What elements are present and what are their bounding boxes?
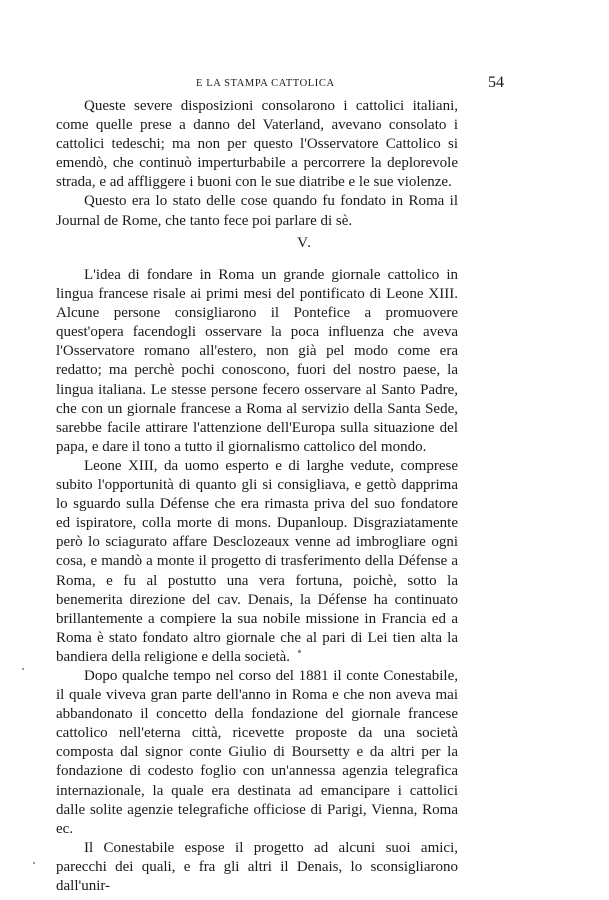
paper-speck: [298, 650, 301, 653]
paragraph: Queste severe disposizioni consolarono i cattolici italiani, come quelle prese a danno del Vaterland, avevano consolato i cattolici tedeschi; ma non per questo l'Osservatore Cattolico si emendò, che continuò imperturbabile a percorrere la deplorevole strada, e ad affliggere i buoni con le sue diatribe e le sue violenze.: [56, 98, 458, 191]
text-block-after-heading: [56, 266, 458, 896]
paper-speck: [33, 862, 35, 864]
paper-speck: [22, 668, 24, 670]
paragraph: Il Conestabile espose il progetto ad alcuni suoi amici, parecchi dei quali, e fra gli altri il Denais, lo sconsigliarono dall'unir-: [56, 839, 458, 894]
paragraph: Leone XIII, da uomo esperto e di larghe vedute, comprese subito l'opportunità di quanto gli si consigliava, e gettò dapprima lo sguardo sulla Défense che era rimasta priva del suo fondatore ed ispiratore, colla morte di mons. Dupanloup. Disgraziatamente però lo sciagurato affare Desclozeaux venne ad imbrogliare ogni cosa, e mandò a monte il progetto di trasferimento della Défense a Roma, e fu al postutto una vera fortuna, poichè, sotto la benemerita direzione del cav. Denais, la Défense ha continuato brillantemente a compiere la sua nobile missione in Francia ed a Roma è stato fondato altro giornale che al pari di Lei tien alta la bandiera della religione e della società.: [56, 457, 458, 665]
paragraph: Dopo qualche tempo nel corso del 1881 il conte Conestabile, il quale viveva gran parte dell'anno in Roma e che non aveva mai abbandonato il concetto della fondazione del giornale francese cattolico nell'eterna città, ricevette proposte da una società composta dal signor conte Giulio di Boursetty e da altri per la fondazione di codesto foglio con un'annessa agenzia telegrafica internazionale, la quale era destinata ad emancipare i cattolici dalle solite agenzie telegrafiche officiose di Parigi, Vienna, Roma ec.: [56, 667, 458, 837]
section-heading: V.: [297, 235, 312, 251]
running-head: [100, 74, 504, 96]
paragraph: Questo era lo stato delle cose quando fu fondato in Roma il Journal de Rome, che tanto fece poi parlare di sè.: [56, 193, 458, 229]
text-block-before-heading: [56, 97, 458, 231]
paragraph: L'idea di fondare in Roma un grande giornale cattolico in lingua francese risale ai primi mesi del pontificato di Leone XIII. Alcune persone consigliarono il Pontefice a promuovere quest'opera facendogli osservare la poca influenza che aveva l'Osservatore romano all'estero, non già pel modo come era redatto; ma perchè pochi conoscono, fuori del nostro paese, la lingua italiana. Le stesse persone fecero osservare al Santo Padre, che con un giornale francese a Roma al servizio della Santa Sede, sarebbe facile attirare l'attenzione dell'Europa sulla situazione del papa, e dare il tono a tutto il giornalismo cattolico del mondo.: [56, 267, 458, 455]
running-title: E LA STAMPA CATTOLICA: [196, 78, 335, 89]
page-number: 54: [488, 74, 504, 91]
